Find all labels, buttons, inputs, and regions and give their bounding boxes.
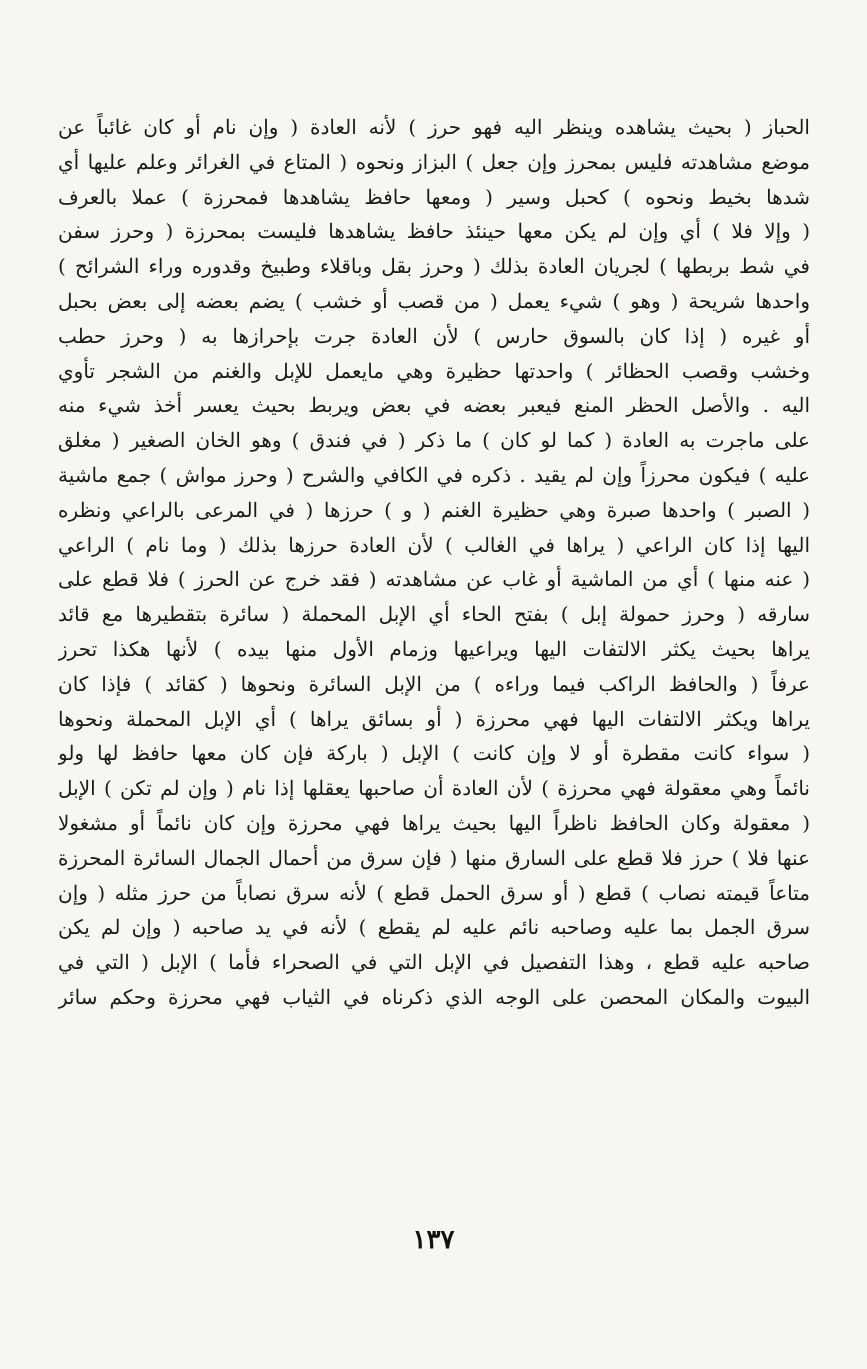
text-line: ( سواء كانت مقطرة أو لا وإن كانت ) الإبل ( باركة فإن كان معها حافظ لها ولو xyxy=(58,741,810,766)
text-line: عرفاً ( والحافظ الراكب فيما وراءه ) من الإبل السائرة ونحوها ( كقائد ) فإذا كان xyxy=(58,671,810,696)
text-line: صاحبه عليه قطع ، وهذا التفصيل في الإبل التي في الصحراء فأما ) الإبل ( التي في xyxy=(58,950,810,975)
text-line: اليه . والأصل الحظر المنع فيعبر بعضه في بعض ويربط بحيث يعسر أخذ شيء منه xyxy=(58,393,810,418)
text-line: البيوت والمكان المحصن على الوجه الذي ذكرناه في الثياب فهي محرزة وحكم سائر xyxy=(58,984,810,1009)
text-line: موضع مشاهدته فليس بمحرز وإن جعل ) البزاز ونحوه ( المتاع في الغرائر وعلم عليها أي xyxy=(58,149,810,174)
text-line: في شط بربطها ) لجريان العادة بذلك ( وحرز بقل وباقلاء وطبيخ وقدوره وراء الشرائح ) xyxy=(58,254,810,279)
text-line: متاعاً قيمته نصاب ) قطع ( أو سرق الحمل قطع ) لأنه سرق نصاباً من حرز مثله ( وإن xyxy=(58,880,810,905)
text-line: يراها بحيث يكثر الالتفات اليها ويراعيها وزمام الأول منها بيده ) لأنها هكذا تحرز xyxy=(58,636,810,661)
text-line: سارقه ( وحرز حمولة إبل ) بفتح الحاء أي الإبل المحملة ( سائرة بتقطيرها مع قائد xyxy=(58,602,810,627)
text-line: ( الصبر ) واحدها صبرة وهي حظيرة الغنم ( و ) حرزها ( في المرعى بالراعي ونظره xyxy=(58,497,810,522)
text-line: ( عنه منها ) أي من الماشية أو غاب عن مشاهدته ( فقد خرج عن الحرز ) فلا قطع على xyxy=(58,567,810,592)
text-line: عنها فلا ) حرز فلا قطع على السارق منها ( فإن سرق من أحمال الجمال السائرة المحرزة xyxy=(58,845,810,870)
text-line: عليه ) فيكون محرزاً وإن لم يقيد . ذكره في الكافي والشرح ( وحرز مواش ) جمع ماشية xyxy=(58,462,810,487)
text-line: ( معقولة وكان الحافظ ناظراً اليها بحيث يراها فهي محرزة وإن كان نائماً أو مشغولا xyxy=(58,810,810,835)
text-line: اليها إذا كان الراعي ( يراها في الغالب ) لأن العادة حرزها بذلك ( وما نام ) الراعي xyxy=(58,532,810,557)
text-line: الحباز ( بحيث يشاهده وينظر اليه فهو حرز ) لأنه العادة ( وإن نام أو كان غائباً عن xyxy=(58,115,810,139)
text-line: ( وإلا فلا ) أي وإن لم يكن معها حينئذ حافظ يشاهدها فليست بمحرزة ( وحرز سفن xyxy=(58,219,810,244)
text-line: سرق الجمل بما عليه وصاحبه نائم عليه لم يقطع ) لأنه في يد صاحبه ( وإن لم يكن xyxy=(58,915,810,940)
text-line: أو غيره ( إذا كان بالسوق حارس ) لأن العادة جرت بإحرازها به ( وحرز حطب xyxy=(58,323,810,348)
text-line: يراها ويكثر الالتفات اليها فهي محرزة ( أو بسائق يراها ) أي الإبل المحملة ونحوها xyxy=(58,706,810,731)
text-line: على ماجرت به العادة ( كما لو كان ) ما ذكر ( في فندق ) وهو الخان الصغير ( مغلق xyxy=(58,428,810,453)
body-text xyxy=(58,110,810,1015)
text-line: شدها بخيط ونحوه ) كحبل وسير ( ومعها حافظ يشاهدها فمحرزة ) عملا بالعرف xyxy=(58,184,810,209)
text-line: واحدها شريحة ( وهو ) شيء يعمل ( من قصب أو خشب ) يضم بعضه إلى بعض بحبل xyxy=(58,288,810,313)
page-number: ١٣٧ xyxy=(412,1225,455,1255)
text-line: نائماً وهي معقولة فهي محرزة ) لأن العادة أن صاحبها يعقلها إذا نام ( وإن لم تكن ) الإبل xyxy=(58,776,810,801)
text-line: وخشب وقصب الحظائر ) واحدتها حظيرة وهي مايعمل للإبل والغنم من الشجر تأوي xyxy=(58,358,810,383)
